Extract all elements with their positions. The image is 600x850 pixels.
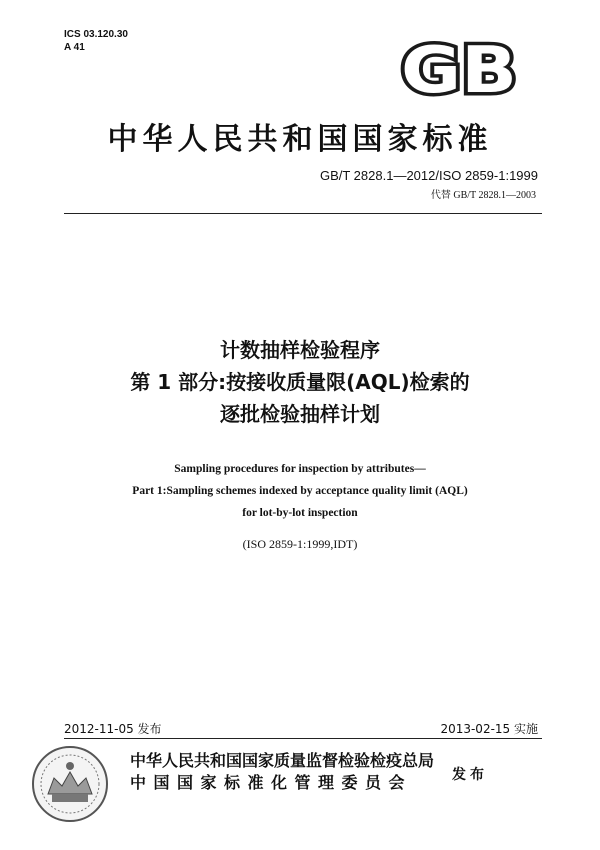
country-standard-title: 中华人民共和国国家标准 — [107, 122, 493, 157]
implement-date: 2013-02-15 实施 — [440, 722, 538, 736]
iso-identity: (ISO 2859-1:1999,IDT) — [242, 537, 358, 551]
chinese-title-line-3: 逐批检验抽样计划 — [220, 402, 380, 426]
gb-logo-icon — [398, 36, 520, 100]
chinese-title-line-2: 第 1 部分:按接收质量限(AQL)检索的 — [130, 370, 470, 394]
english-title-line-3: for lot-by-lot inspection — [242, 507, 358, 519]
top-divider — [64, 213, 542, 214]
classification-codes — [64, 28, 128, 54]
ics-code: ICS 03.120.30 — [64, 29, 128, 40]
publish-date: 2012-11-05 发布 — [64, 722, 162, 736]
bottom-divider — [64, 738, 542, 739]
gb-logo-text: GB — [401, 36, 517, 100]
replaces-note: 代替 GB/T 2828.1—2003 — [430, 190, 536, 201]
issuer-aqsiq: 中华人民共和国国家质量监督检验检疫总局 — [130, 751, 435, 770]
issuing-authorities — [130, 750, 434, 794]
english-title-line-2: Part 1:Sampling schemes indexed by acceptance quality limit (AQL) — [132, 485, 468, 497]
english-title — [0, 458, 600, 524]
english-title-line-1: Sampling procedures for inspection by attributes— — [174, 463, 426, 475]
standard-number: GB/T 2828.1—2012/ISO 2859-1:1999 — [319, 168, 538, 183]
release-label: 发布 — [452, 767, 488, 783]
official-seal-icon — [30, 744, 110, 824]
chinese-title — [0, 334, 600, 430]
issuer-sac: 中国国家标准化管理委员会 — [130, 773, 413, 792]
ccs-code: A 41 — [64, 42, 85, 53]
chinese-title-line-1: 计数抽样检验程序 — [220, 338, 380, 362]
